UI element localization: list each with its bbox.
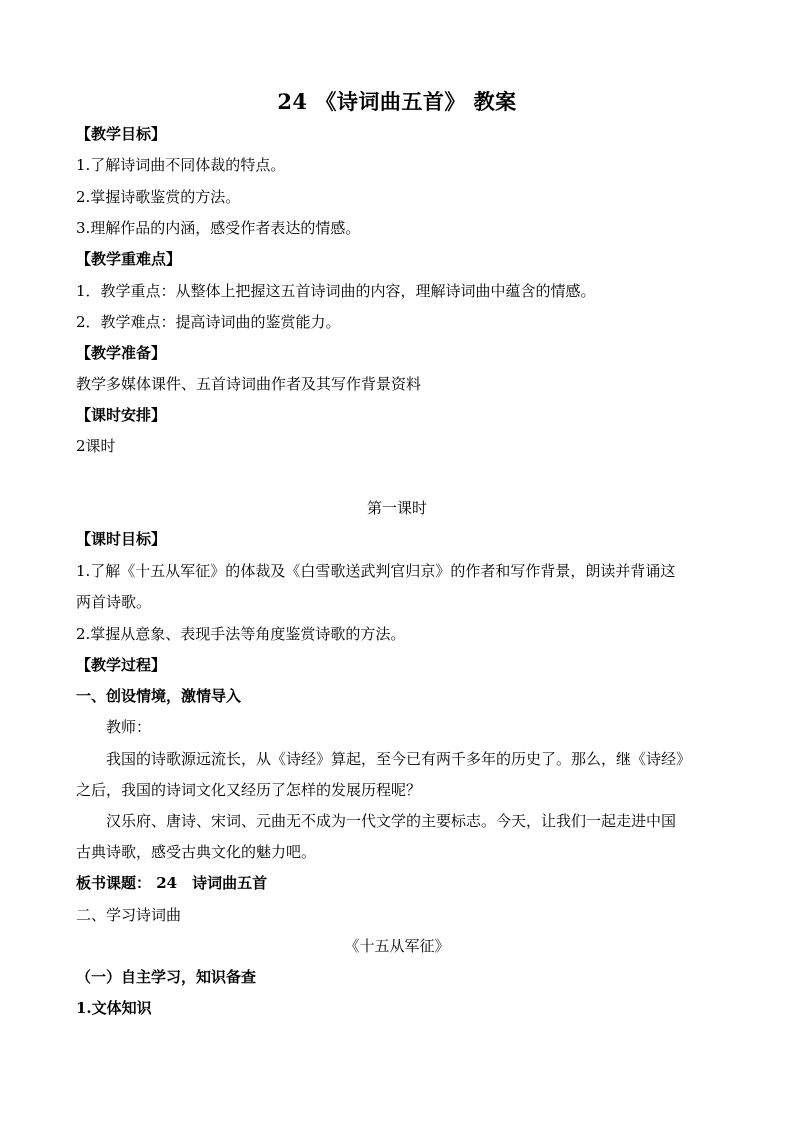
- document-title: 24 《诗词曲五首》 教案: [277, 89, 517, 114]
- heading-schedule: 【课时安排】: [76, 406, 167, 424]
- subheading-intro: 一、创设情境，激情导入: [76, 687, 242, 705]
- paragraph-line: 2.掌握从意象、表现手法等角度鉴赏诗歌的方法。: [76, 625, 406, 643]
- heading-lesson-goals: 【课时目标】: [76, 530, 167, 548]
- paragraph-line: 3.理解作品的内涵，感受作者表达的情感。: [76, 219, 361, 237]
- heading-preparation: 【教学准备】: [76, 344, 167, 362]
- paragraph-line: 2课时: [76, 437, 116, 455]
- poem-title: 《十五从军征》: [344, 937, 450, 955]
- board-title-line: 板书课题： 24 诗词曲五首: [76, 874, 268, 892]
- paragraph-line: 之后，我国的诗词文化又经历了怎样的发展历程呢？: [76, 781, 422, 799]
- paragraph-line: 汉乐府、唐诗、宋词、元曲无不成为一代文学的主要标志。今天，让我们一起走进中国: [106, 812, 677, 830]
- paragraph-line: 我国的诗歌源远流长，从《诗经》算起，至今已有两千多年的历史了。那么，继《诗经》: [106, 750, 692, 768]
- paragraph-line: 1.了解诗词曲不同体裁的特点。: [76, 156, 286, 174]
- subheading-self-study: （一）自主学习，知识备查: [76, 968, 257, 986]
- heading-teaching-goals: 【教学目标】: [76, 125, 167, 143]
- paragraph-line: 2．教学难点：提高诗词曲的鉴赏能力。: [76, 313, 341, 331]
- paragraph-line: 2.掌握诗歌鉴赏的方法。: [76, 188, 241, 206]
- section-title-first-lesson: 第一课时: [366, 499, 427, 517]
- paragraph-line: 教学多媒体课件、五首诗词曲作者及其写作背景资料: [76, 375, 422, 393]
- subheading-study: 二、学习诗词曲: [76, 906, 182, 924]
- heading-key-difficulties: 【教学重难点】: [76, 250, 182, 268]
- paragraph-line: 教师：: [106, 718, 152, 736]
- paragraph-line: 两首诗歌。: [76, 593, 152, 611]
- paragraph-line: 古典诗歌，感受古典文化的魅力吧。: [76, 843, 317, 861]
- subheading-genre-knowledge: 1.文体知识: [76, 999, 152, 1017]
- paragraph-line: 1.了解《十五从军征》的体裁及《白雪歌送武判官归京》的作者和写作背景，朗读并背诵这: [76, 562, 676, 580]
- heading-teaching-process: 【教学过程】: [76, 656, 167, 674]
- paragraph-line: 1．教学重点：从整体上把握这五首诗词曲的内容，理解诗词曲中蕴含的情感。: [76, 282, 596, 300]
